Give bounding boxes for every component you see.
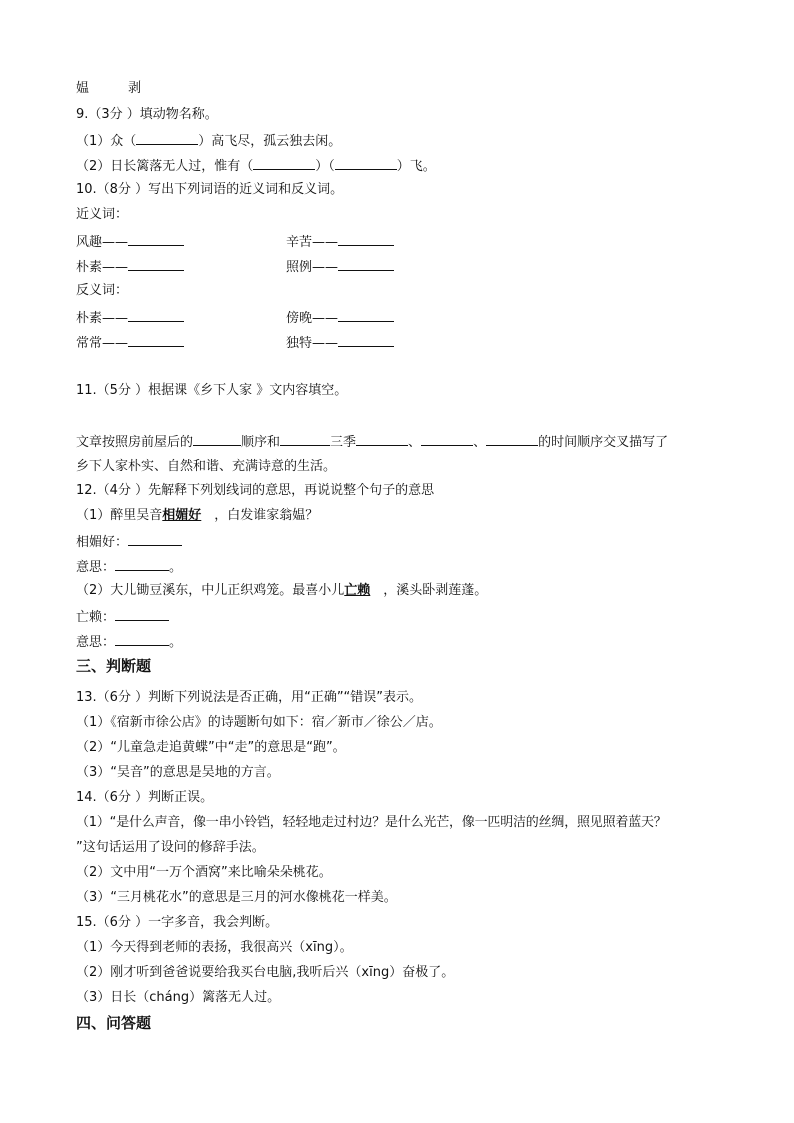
q11-para-2: 乡下人家朴实、自然和谐、充满诗意的生活。: [76, 459, 337, 474]
q13-item-2: （2）“儿童急走追黄蝶”中“走”的意思是“跑”。: [76, 740, 346, 755]
q9-heading: 9.（3分 ）填动物名称。: [76, 107, 218, 122]
q13-heading: 13.（6分 ）判断下列说法是否正确，用“正确”“错误”表示。: [76, 690, 423, 705]
answer-blank[interactable]: [253, 156, 315, 170]
q12-answer-1: [76, 532, 182, 552]
answer-blank[interactable]: [128, 333, 184, 347]
q12-item-1: [76, 507, 318, 525]
answer-blank[interactable]: [193, 432, 241, 446]
q15-item-1: （1）今天得到老师的表扬，我很高兴（xīng）。: [76, 940, 353, 955]
answer-blank[interactable]: [335, 156, 397, 170]
section-3-heading: 三、判断题: [76, 657, 152, 675]
q10-word: 独特——: [286, 336, 339, 351]
q10-row-2: [76, 257, 339, 277]
q9-item-1-text-a: （1）众（: [76, 134, 137, 149]
q12-meaning-1: [76, 557, 182, 577]
q12-text: ，溪头卧剥莲蓬。: [370, 583, 488, 598]
q11-text: 、: [408, 435, 422, 450]
underlined-word: 相媚好: [162, 508, 202, 523]
answer-blank[interactable]: [115, 632, 169, 646]
q10-word: 常常——: [76, 336, 129, 351]
q14-item-1: （1）“是什么声音，像一串小铃铛，轻轻地走过村边？是什么光芒，像一匹明洁的丝绸，照见照着蓝天？: [76, 815, 667, 830]
q15-heading: 15.（6分 ）一字多音，我会判断。: [76, 915, 279, 930]
q9-item-1: [76, 131, 341, 151]
q14-heading: 14.（6分 ）判断正误。: [76, 790, 214, 805]
q9-item-1-text-b: ）高飞尽，孤云独去闲。: [198, 134, 342, 149]
q9-item-2-text-a: （2）日长篱落无人过，惟有（: [76, 159, 254, 174]
q12-text: （1）醉里吴音: [76, 508, 163, 523]
q12-item-2: [76, 582, 487, 600]
answer-blank[interactable]: [338, 333, 394, 347]
q10-word: 朴素——: [76, 260, 129, 275]
q11-text: 顺序和: [241, 435, 281, 450]
section-4-heading: 四、问答题: [76, 1014, 152, 1032]
q10-word: 风趣——: [76, 235, 129, 250]
q12-text: （2）大儿锄豆溪东，中儿正织鸡笼。最喜小儿: [76, 583, 345, 598]
q11-para-1: [76, 432, 668, 452]
answer-blank[interactable]: [128, 308, 184, 322]
q11-text: 的时间顺序交叉描写了: [538, 435, 669, 450]
q14-item-2: （2）文中用“一万个酒窝”来比喻朵朵桃花。: [76, 865, 332, 880]
answer-blank[interactable]: [421, 432, 473, 446]
q12-answer-2: [76, 607, 169, 627]
q15-item-2: （2）刚才听到爸爸说要给我买台电脑,我听后兴（xīng）奋极了。: [76, 965, 455, 980]
q10-word: 照例——: [286, 260, 339, 275]
q12-heading: 12.（4分 ）先解释下列划线词的意思，再说说整个句子的意思: [76, 483, 435, 498]
q12-text: ，白发谁家翁媪？: [201, 508, 319, 523]
underlined-word: 亡赖: [344, 583, 371, 598]
q12-label: 意思：: [76, 635, 116, 650]
answer-blank[interactable]: [128, 532, 182, 546]
answer-blank[interactable]: [115, 557, 169, 571]
q12-text: 。: [169, 635, 183, 650]
answer-blank[interactable]: [280, 432, 330, 446]
q11-text: 、: [473, 435, 487, 450]
q9-item-2-text-c: ）飞。: [396, 159, 436, 174]
q10-antonym-label: 反义词：: [76, 283, 129, 298]
q12-label: 相媚好：: [76, 535, 129, 550]
q11-text: 三季: [330, 435, 357, 450]
q10-heading: 10.（8分 ）写出下列词语的近义词和反义词。: [76, 182, 344, 197]
q10-word: 傍晚——: [286, 311, 339, 326]
q10-word: 朴素——: [76, 311, 129, 326]
q13-item-3: （3）“吴音”的意思是吴地的方言。: [76, 765, 280, 780]
answer-blank[interactable]: [128, 232, 184, 246]
answer-blank[interactable]: [128, 257, 184, 271]
q11-heading: 11.（5分 ）根据课《乡下人家 》文内容填空。: [76, 383, 348, 398]
q10-row-3: [76, 308, 339, 328]
line-prev-words: 媪 剥: [76, 81, 142, 96]
q15-item-3: （3）日长（cháng）篱落无人过。: [76, 990, 281, 1005]
q9-item-2: [76, 156, 436, 176]
answer-blank[interactable]: [338, 308, 394, 322]
q12-text: 。: [169, 560, 183, 575]
q9-item-2-text-b: ）（: [315, 159, 335, 174]
q11-text: 文章按照房前屋后的: [76, 435, 194, 450]
answer-blank[interactable]: [338, 257, 394, 271]
q12-meaning-2: [76, 632, 182, 652]
answer-blank[interactable]: [486, 432, 538, 446]
q10-word: 辛苦——: [286, 235, 339, 250]
answer-blank[interactable]: [115, 607, 169, 621]
answer-blank[interactable]: [338, 232, 394, 246]
q10-row-1: [76, 232, 339, 252]
answer-blank[interactable]: [356, 432, 408, 446]
q14-item-1-cont: ”这句话运用了设问的修辞手法。: [76, 840, 265, 855]
q10-row-4: [76, 333, 339, 353]
q12-label: 亡赖：: [76, 610, 116, 625]
q12-label: 意思：: [76, 560, 116, 575]
answer-blank[interactable]: [136, 131, 198, 145]
q10-synonym-label: 近义词：: [76, 207, 129, 222]
q14-item-3: （3）“三月桃花水”的意思是三月的河水像桃花一样美。: [76, 890, 397, 905]
q13-item-1: （1）《宿新市徐公店》的诗题断句如下：宿／新市／徐公／店。: [76, 715, 442, 730]
